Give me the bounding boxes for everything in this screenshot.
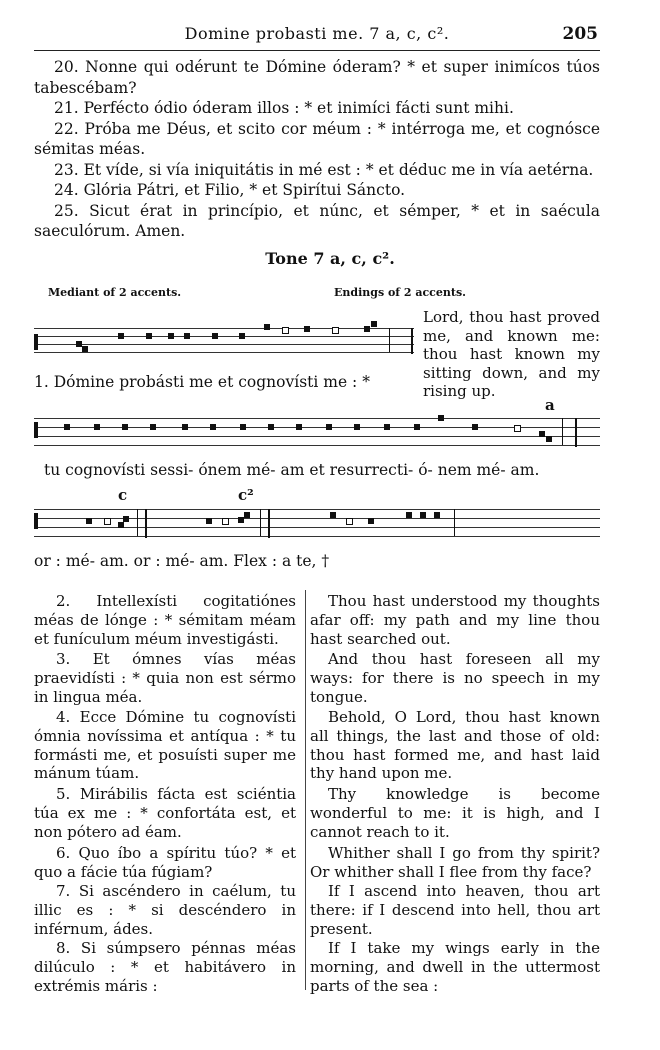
english-verse-4: Behold, O Lord, thou hast known all things, the last and those of old: thou hast formed me, and hast laid thy hand upon me. bbox=[310, 708, 600, 783]
latin-verse-6: 6. Quo íbo a spíritu túo? * et quo a fácie túa fúgiam? bbox=[34, 844, 296, 881]
note bbox=[210, 424, 216, 430]
note bbox=[414, 424, 420, 430]
note bbox=[420, 512, 426, 518]
note bbox=[330, 512, 336, 518]
note bbox=[296, 424, 302, 430]
note bbox=[206, 518, 212, 524]
note bbox=[371, 321, 377, 327]
ending-mark-a: a bbox=[545, 396, 555, 414]
bar-line bbox=[137, 509, 138, 536]
clef-icon bbox=[34, 513, 38, 529]
note bbox=[326, 424, 332, 430]
note-open bbox=[222, 518, 229, 525]
double-bar-line bbox=[411, 328, 413, 354]
note bbox=[438, 415, 444, 421]
double-bar-line bbox=[145, 509, 147, 538]
verse-21: 21. Perfécto ódio óderam illos : * et inimíci fácti sunt mihi. bbox=[54, 99, 514, 117]
note bbox=[86, 518, 92, 524]
note bbox=[244, 512, 250, 518]
header-rule bbox=[34, 50, 600, 51]
column-divider bbox=[305, 590, 306, 990]
psalm-line-1: 1. Dómine probásti me et cognovísti me : * bbox=[34, 373, 370, 391]
psalm-line-3: or : mé- am. or : mé- am. Flex : a te, † bbox=[34, 552, 330, 570]
note-open bbox=[346, 518, 353, 525]
latin-verse-4: 4. Ecce Dómine tu cognovísti ómnia novíssima et antíqua : * tu formásti me, et posuísti super me mánum túam. bbox=[34, 708, 296, 783]
verses-block bbox=[34, 57, 600, 242]
note bbox=[82, 346, 88, 352]
double-bar-line bbox=[268, 509, 270, 538]
mediant-label: Mediant of 2 accents. bbox=[48, 286, 182, 299]
chant-staff-3 bbox=[34, 509, 600, 549]
english-verse-5: Thy knowledge is become wonderful to me: it is high, and I cannot reach to it. bbox=[310, 785, 600, 841]
english-verse-3: And thou hast foreseen all my ways: for there is no speech in my tongue. bbox=[310, 650, 600, 706]
tone-title: Tone 7 a, c, c². bbox=[265, 249, 395, 268]
bar-line bbox=[260, 509, 261, 536]
english-verse-6: Whither shall I go from thy spirit? Or whither shall I flee from thy face? bbox=[310, 844, 600, 881]
english-intro: Lord, thou hast proved me, and known me: thou hast known my sitting down, and my rising up. bbox=[423, 308, 600, 400]
clef-icon bbox=[34, 422, 38, 438]
verse-23: 23. Et víde, si vía iniquitátis in mé est : * et déduc me in vía aetérna. bbox=[54, 160, 594, 179]
english-verse-2: Thou hast understood my thoughts afar off: my path and my line thou hast searched out. bbox=[310, 592, 600, 648]
note bbox=[406, 512, 412, 518]
note bbox=[268, 424, 274, 430]
note bbox=[64, 424, 70, 430]
note bbox=[472, 424, 478, 430]
bar-line bbox=[454, 509, 455, 536]
note bbox=[264, 324, 270, 330]
verse-20: 20. Nonne qui odérunt te Dómine óderam? * et super inimícos túos tabescébam? bbox=[34, 58, 600, 97]
note bbox=[304, 326, 310, 332]
note bbox=[150, 424, 156, 430]
note bbox=[239, 333, 245, 339]
latin-verse-8: 8. Si súmpsero pénnas méas dilúculo : * et habitávero in extrémis máris : bbox=[34, 939, 296, 995]
note bbox=[364, 326, 370, 332]
note bbox=[539, 431, 545, 437]
ending-mark-c2: c² bbox=[238, 486, 254, 504]
verse-22: 22. Próba me Déus, et scito cor méum : * intérroga me, et cognósce sémitas méas. bbox=[34, 119, 600, 158]
note-open bbox=[282, 327, 289, 334]
ending-mark-c: c bbox=[118, 486, 128, 504]
note bbox=[546, 436, 552, 442]
english-verse-8: If I take my wings early in the morning, and dwell in the uttermost parts of the sea : bbox=[310, 939, 600, 995]
endings-label: Endings of 2 accents. bbox=[334, 286, 466, 299]
note bbox=[212, 333, 218, 339]
psalm-line-2: tu cognovísti sessi- ónem mé- am et resurrecti- ó- nem mé- am. bbox=[44, 461, 540, 479]
note-open bbox=[514, 425, 521, 432]
note bbox=[168, 333, 174, 339]
note bbox=[94, 424, 100, 430]
note bbox=[240, 424, 246, 430]
note bbox=[182, 424, 188, 430]
bar-line bbox=[389, 328, 390, 352]
chant-staff-2 bbox=[34, 418, 600, 458]
latin-verse-7: 7. Si ascéndero in caélum, tu illic es : * si descéndero in inférnum, ádes. bbox=[34, 882, 296, 938]
chant-staff-1 bbox=[34, 328, 414, 362]
latin-verse-2: 2. Intellexísti cogitatiónes méas de lónge : * sémitam méam et funículum méum investigásti. bbox=[34, 592, 296, 648]
verse-25: 25. Sicut érat in princípio, et núnc, et sémper, * et in saécula saeculórum. Amen. bbox=[34, 201, 600, 240]
note bbox=[118, 333, 124, 339]
running-title: Domine probasti me. 7 a, c, c². bbox=[184, 24, 450, 43]
page-number: 205 bbox=[562, 24, 598, 44]
verse-24: 24. Glória Pátri, et Filio, * et Spirítui Sáncto. bbox=[54, 181, 406, 199]
note bbox=[384, 424, 390, 430]
note bbox=[118, 522, 124, 528]
latin-verse-3: 3. Et ómnes vías méas praevidísti : * quia non est sérmo in lingua méa. bbox=[34, 650, 296, 706]
bar-line bbox=[562, 418, 563, 445]
note bbox=[184, 333, 190, 339]
clef-icon bbox=[34, 334, 38, 350]
running-header bbox=[34, 24, 600, 46]
note bbox=[434, 512, 440, 518]
latin-verse-5: 5. Mirábilis fácta est sciéntia túa ex me : * confortáta est, et non pótero ad éam. bbox=[34, 785, 296, 841]
note-open bbox=[332, 327, 339, 334]
note bbox=[146, 333, 152, 339]
note-open bbox=[104, 518, 111, 525]
english-verse-7: If I ascend into heaven, thou art there: if I descend into hell, thou art present. bbox=[310, 882, 600, 938]
note bbox=[123, 516, 129, 522]
note bbox=[354, 424, 360, 430]
note bbox=[368, 518, 374, 524]
note bbox=[122, 424, 128, 430]
double-bar-line bbox=[575, 418, 577, 447]
